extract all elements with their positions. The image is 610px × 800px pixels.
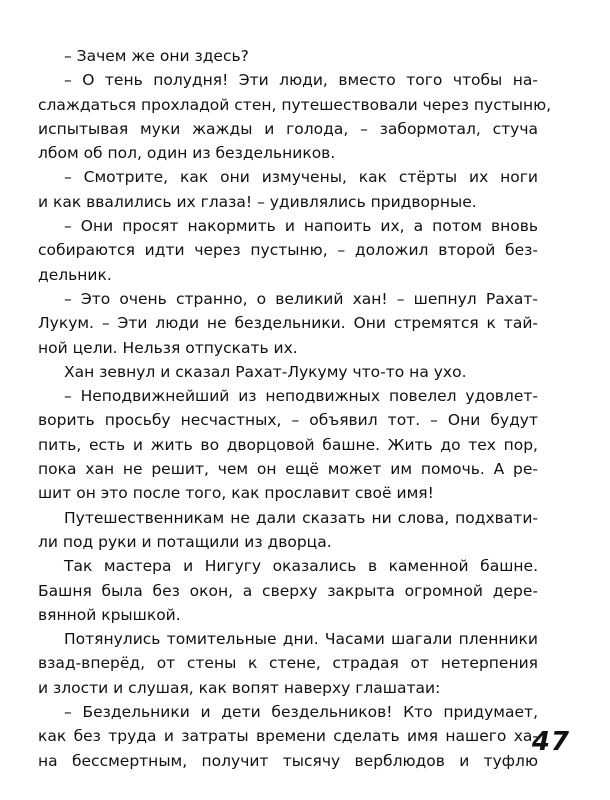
text-line: Потянулись томительные дни. Часами шагали пленники xyxy=(64,630,538,649)
text-line: Путешественникам не дали сказать ни слова, подхвати- xyxy=(64,508,538,527)
text-line: лбом об пол, один из бездельников. xyxy=(38,144,336,163)
text-line: пить, есть и жить во дворцовой башне. Жить до тех пор, xyxy=(38,435,538,454)
text-line: – Зачем же они здесь? xyxy=(64,47,249,65)
text-line: собираются идти через пустыню, – доложил второй без- xyxy=(38,241,538,260)
paragraph xyxy=(38,506,538,555)
text-line: ли под руки и потащили из дворца. xyxy=(38,532,332,551)
text-line: шит он это после того, как прославит своё имя! xyxy=(38,484,434,503)
text-line: Так мастера и Нигугу оказались в каменной башне. xyxy=(64,557,538,576)
text-line: как без труда и затраты времени сделать имя нашего ха- xyxy=(38,727,538,746)
text-line: взад-вперёд, от стены к стене, страдая от нетерпения xyxy=(38,654,538,673)
paragraph xyxy=(38,700,538,773)
text-line: ворить просьбу несчастных, – объявил тот. – Они будут xyxy=(38,411,538,430)
text-line: Хан зевнул и сказал Рахат-Лукуму что-то на ухо. xyxy=(64,362,467,381)
text-line: вянной крышкой. xyxy=(38,605,181,624)
text-line: дельник. xyxy=(38,265,112,284)
text-line: слаждаться прохладой стен, путешествовали через пустыню, xyxy=(38,95,552,114)
text-line: пока хан не решит, чем он ещё может им помочь. А ре- xyxy=(38,460,538,479)
text-line: – О тень полудня! Эти люди, вместо того чтобы на- xyxy=(64,71,538,90)
text-line: – Бездельники и дети бездельников! Кто придумает, xyxy=(64,703,538,722)
text-line: и как ввалились их глаза! – удивлялись придворные. xyxy=(38,192,477,211)
paragraph xyxy=(38,360,538,384)
paragraph xyxy=(38,554,538,627)
text-line: Лукум. – Эти люди не бездельники. Они стремятся к тай- xyxy=(38,314,538,333)
text-line: ной цели. Нельзя отпускать их. xyxy=(38,338,298,357)
text-line: на бессмертным, получит тысячу верблюдов и туфлю xyxy=(38,751,538,770)
text-line: и злости и слушая, как вопят наверху глашатаи: xyxy=(38,678,441,697)
paragraph xyxy=(38,68,552,165)
paragraph xyxy=(38,627,538,700)
text-line: – Неподвижнейший из неподвижных повелел удовлет- xyxy=(64,387,538,406)
paragraph xyxy=(38,214,538,287)
paragraph xyxy=(38,165,538,214)
page-number: 47 xyxy=(531,727,570,757)
text-line: Башня была без окон, а сверху закрыта огромной дере- xyxy=(38,581,538,600)
paragraph xyxy=(38,287,538,360)
text-line: – Это очень странно, о великий хан! – шепнул Рахат- xyxy=(64,289,538,308)
paragraph xyxy=(38,44,538,68)
text-line: – Смотрите, как они измучены, как стёрты их ноги xyxy=(64,168,538,187)
paragraph xyxy=(38,384,538,505)
text-line: испытывая муки жажды и голода, – забормотал, стуча xyxy=(38,119,538,138)
text-line: – Они просят накормить и напоить их, а потом вновь xyxy=(64,217,538,236)
